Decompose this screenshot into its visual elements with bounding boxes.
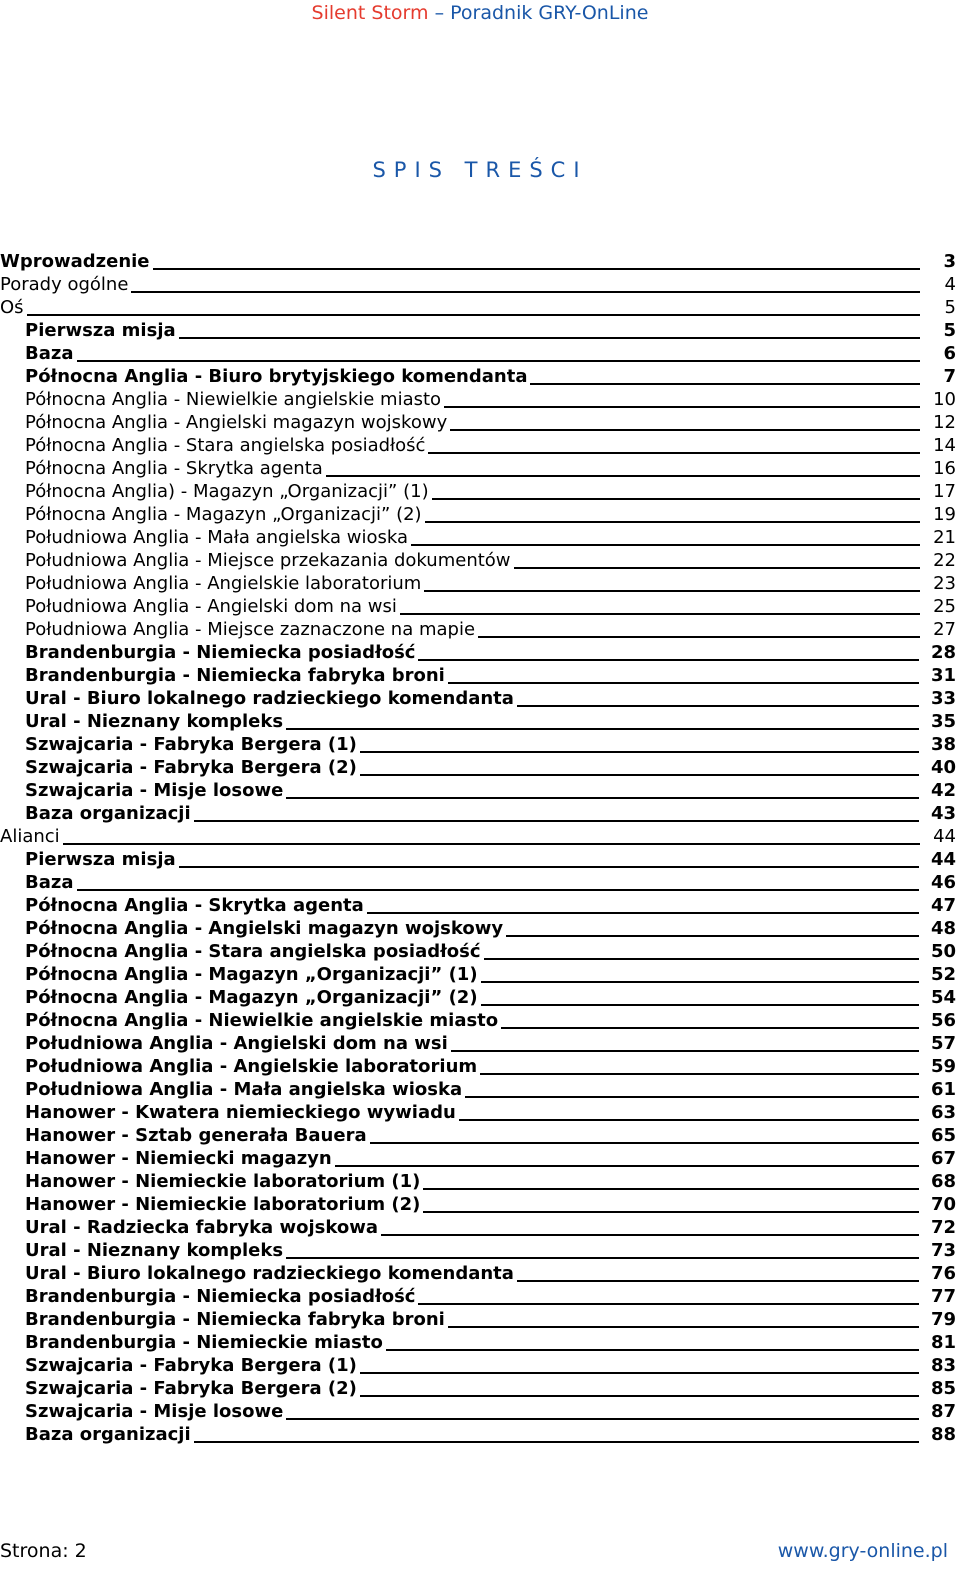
toc-leader-line: [194, 818, 919, 822]
toc-entry-page-number: 6: [943, 343, 956, 364]
toc-entry[interactable]: [0, 526, 956, 549]
toc-entry-label: Północna Anglia - Angielski magazyn wojskowy: [25, 918, 504, 939]
toc-entry-label: Północna Anglia - Angielski magazyn wojskowy: [25, 412, 448, 433]
toc-entry[interactable]: [0, 342, 956, 365]
toc-entry-page-number: 85: [930, 1378, 956, 1399]
toc-entry-page-number: 46: [930, 872, 956, 893]
toc-entry-label: Południowa Anglia - Mała angielska wioska: [25, 1079, 463, 1100]
toc-entry-page-number: 14: [933, 435, 956, 456]
toc-leader-line: [444, 404, 920, 408]
toc-entry-page-number: 67: [930, 1148, 956, 1169]
toc-entry-label: Szwajcaria - Fabryka Bergera (2): [25, 757, 357, 778]
table-of-contents: [0, 250, 956, 1446]
toc-entry-label: Baza: [25, 343, 74, 364]
toc-leader-line: [428, 450, 920, 454]
toc-entry[interactable]: [0, 411, 956, 434]
toc-entry-label: Porady ogólne: [0, 274, 129, 295]
toc-entry-page-number: 31: [930, 665, 956, 686]
toc-entry-label: Ural - Nieznany kompleks: [25, 711, 284, 732]
toc-entry-page-number: 61: [930, 1079, 956, 1100]
toc-entry-page-number: 88: [930, 1424, 956, 1445]
toc-entry[interactable]: [0, 733, 956, 756]
toc-entry-label: Ural - Nieznany kompleks: [25, 1240, 284, 1261]
toc-leader-line: [450, 427, 920, 431]
toc-entry[interactable]: [0, 986, 956, 1009]
toc-entry-page-number: 70: [930, 1194, 956, 1215]
toc-entry-label: Brandenburgia - Niemiecka posiadłość: [25, 642, 416, 663]
toc-entry[interactable]: [0, 250, 956, 273]
toc-entry-page-number: 3: [943, 251, 956, 272]
toc-leader-line: [418, 1301, 918, 1305]
toc-entry-page-number: 47: [930, 895, 956, 916]
toc-leader-line: [448, 1324, 919, 1328]
toc-entry-page-number: 4: [944, 274, 956, 295]
toc-entry[interactable]: [0, 480, 956, 503]
toc-leader-line: [131, 289, 920, 293]
toc-entry-label: Szwajcaria - Fabryka Bergera (1): [25, 1355, 357, 1376]
toc-entry[interactable]: [0, 641, 956, 664]
toc-leader-line: [465, 1094, 919, 1098]
toc-entry-page-number: 59: [930, 1056, 956, 1077]
toc-leader-line: [286, 1416, 919, 1420]
toc-entry[interactable]: [0, 687, 956, 710]
toc-entry[interactable]: [0, 1124, 956, 1147]
toc-leader-line: [360, 772, 919, 776]
toc-entry-label: Baza organizacji: [25, 1424, 191, 1445]
toc-entry[interactable]: [0, 779, 956, 802]
toc-entry-page-number: 63: [930, 1102, 956, 1123]
toc-leader-line: [179, 864, 919, 868]
toc-leader-line: [423, 1186, 919, 1190]
footer-website-link[interactable]: www.gry-online.pl: [777, 1540, 948, 1562]
toc-entry-page-number: 27: [933, 619, 956, 640]
toc-entry-label: Szwajcaria - Fabryka Bergera (1): [25, 734, 357, 755]
toc-entry-page-number: 48: [930, 918, 956, 939]
toc-entry[interactable]: [0, 388, 956, 411]
toc-entry[interactable]: [0, 296, 956, 319]
toc-entry-label: Brandenburgia - Niemieckie miasto: [25, 1332, 383, 1353]
toc-entry-page-number: 50: [930, 941, 956, 962]
toc-entry[interactable]: [0, 319, 956, 342]
toc-entry[interactable]: [0, 1285, 956, 1308]
toc-leader-line: [77, 358, 921, 362]
toc-leader-line: [63, 841, 920, 845]
header-separator: –: [434, 2, 445, 24]
toc-leader-line: [451, 1048, 919, 1052]
toc-entry-label: Południowa Anglia - Angielskie laboratorium: [25, 1056, 478, 1077]
toc-entry[interactable]: [0, 1262, 956, 1285]
toc-entry[interactable]: [0, 1423, 956, 1446]
toc-entry-page-number: 10: [933, 389, 956, 410]
toc-entry[interactable]: [0, 572, 956, 595]
toc-leader-line: [480, 1071, 919, 1075]
toc-entry-label: Południowa Anglia - Angielskie laboratorium: [25, 573, 422, 594]
toc-leader-line: [517, 703, 919, 707]
toc-entry[interactable]: [0, 963, 956, 986]
toc-entry-label: Północna Anglia - Magazyn „Organizacji” (2): [25, 504, 422, 525]
toc-leader-line: [370, 1140, 919, 1144]
toc-leader-line: [423, 1209, 919, 1213]
toc-leader-line: [432, 496, 920, 500]
toc-entry-label: Brandenburgia - Niemiecka fabryka broni: [25, 1309, 445, 1330]
toc-entry[interactable]: [0, 1101, 956, 1124]
toc-entry[interactable]: [0, 1055, 956, 1078]
toc-entry[interactable]: [0, 802, 956, 825]
toc-entry[interactable]: [0, 1032, 956, 1055]
toc-leader-line: [286, 726, 919, 730]
toc-entry-label: Ural - Biuro lokalnego radzieckiego komendanta: [25, 688, 514, 709]
toc-entry-page-number: 56: [930, 1010, 956, 1031]
toc-entry-page-number: 5: [944, 297, 956, 318]
toc-leader-line: [481, 1002, 919, 1006]
toc-entry[interactable]: [0, 1193, 956, 1216]
toc-entry-label: Północna Anglia - Magazyn „Organizacji” (2): [25, 987, 478, 1008]
toc-entry-page-number: 68: [930, 1171, 956, 1192]
toc-entry-page-number: 81: [930, 1332, 956, 1353]
toc-entry-label: Północna Anglia - Stara angielska posiadłość: [25, 435, 426, 456]
toc-entry[interactable]: [0, 365, 956, 388]
toc-entry-label: Oś: [0, 297, 24, 318]
toc-entry-page-number: 5: [943, 320, 956, 341]
toc-entry-label: Południowa Anglia - Miejsce przekazania dokumentów: [25, 550, 511, 571]
toc-entry-label: Północna Anglia - Stara angielska posiadłość: [25, 941, 481, 962]
toc-entry-label: Hanower - Niemiecki magazyn: [25, 1148, 332, 1169]
toc-leader-line: [179, 335, 920, 339]
toc-entry-page-number: 12: [933, 412, 956, 433]
toc-leader-line: [411, 542, 920, 546]
toc-entry-label: Hanower - Sztab generała Bauera: [25, 1125, 367, 1146]
toc-entry[interactable]: [0, 503, 956, 526]
toc-leader-line: [448, 680, 919, 684]
toc-leader-line: [326, 473, 920, 477]
toc-entry-page-number: 19: [933, 504, 956, 525]
toc-entry-page-number: 38: [930, 734, 956, 755]
toc-entry[interactable]: [0, 917, 956, 940]
toc-leader-line: [27, 312, 920, 316]
toc-entry-page-number: 87: [930, 1401, 956, 1422]
toc-entry-label: Ural - Radziecka fabryka wojskowa: [25, 1217, 378, 1238]
toc-leader-line: [194, 1439, 919, 1443]
toc-entry[interactable]: [0, 457, 956, 480]
toc-entry-page-number: 23: [933, 573, 956, 594]
toc-title: SPIS TREŚCI: [372, 158, 588, 182]
toc-entry-page-number: 25: [933, 596, 956, 617]
toc-entry-page-number: 42: [930, 780, 956, 801]
toc-entry-label: Baza: [25, 872, 74, 893]
toc-entry-label: Alianci: [0, 826, 60, 847]
toc-entry-label: Północna Anglia - Skrytka agenta: [25, 458, 323, 479]
toc-entry-page-number: 44: [930, 849, 956, 870]
toc-entry-label: Północna Anglia - Biuro brytyjskiego komendanta: [25, 366, 528, 387]
toc-entry-label: Południowa Anglia - Miejsce zaznaczone na mapie: [25, 619, 476, 640]
toc-entry[interactable]: [0, 1170, 956, 1193]
toc-entry-label: Ural - Biuro lokalnego radzieckiego komendanta: [25, 1263, 514, 1284]
toc-leader-line: [517, 1278, 919, 1282]
toc-entry[interactable]: [0, 848, 956, 871]
toc-entry[interactable]: [0, 1308, 956, 1331]
toc-entry-page-number: 83: [930, 1355, 956, 1376]
toc-entry-page-number: 43: [930, 803, 956, 824]
toc-leader-line: [286, 795, 919, 799]
toc-leader-line: [400, 611, 920, 615]
toc-entry-label: Południowa Anglia - Angielski dom na wsi: [25, 596, 397, 617]
toc-entry[interactable]: [0, 1400, 956, 1423]
toc-entry-page-number: 16: [933, 458, 956, 479]
toc-entry[interactable]: [0, 595, 956, 618]
toc-leader-line: [484, 956, 919, 960]
toc-entry-page-number: 35: [930, 711, 956, 732]
toc-entry-page-number: 7: [943, 366, 956, 387]
toc-leader-line: [335, 1163, 919, 1167]
toc-entry[interactable]: [0, 1009, 956, 1032]
toc-leader-line: [77, 887, 919, 891]
toc-entry[interactable]: [0, 618, 956, 641]
toc-entry-page-number: 77: [930, 1286, 956, 1307]
toc-entry[interactable]: [0, 1331, 956, 1354]
toc-entry-page-number: 33: [930, 688, 956, 709]
toc-entry[interactable]: [0, 871, 956, 894]
toc-entry-page-number: 44: [933, 826, 956, 847]
toc-entry-label: Południowa Anglia - Angielski dom na wsi: [25, 1033, 448, 1054]
page-header: [0, 0, 960, 26]
toc-entry-label: Hanower - Niemieckie laboratorium (2): [25, 1194, 421, 1215]
toc-leader-line: [367, 910, 919, 914]
toc-leader-line: [424, 588, 920, 592]
toc-entry-label: Szwajcaria - Misje losowe: [25, 1401, 284, 1422]
toc-entry-page-number: 40: [930, 757, 956, 778]
toc-entry-label: Brandenburgia - Niemiecka posiadłość: [25, 1286, 416, 1307]
toc-entry[interactable]: [0, 549, 956, 572]
toc-entry[interactable]: [0, 1078, 956, 1101]
toc-entry-label: Hanower - Kwatera niemieckiego wywiadu: [25, 1102, 456, 1123]
toc-entry-page-number: 22: [933, 550, 956, 571]
toc-entry-page-number: 57: [930, 1033, 956, 1054]
toc-leader-line: [360, 1393, 919, 1397]
header-brand: Silent Storm: [311, 2, 429, 24]
toc-leader-line: [360, 1370, 919, 1374]
toc-entry-page-number: 17: [933, 481, 956, 502]
toc-leader-line: [418, 657, 918, 661]
toc-entry[interactable]: [0, 825, 956, 848]
toc-leader-line: [153, 266, 920, 270]
toc-entry-page-number: 52: [930, 964, 956, 985]
toc-leader-line: [506, 933, 919, 937]
toc-entry[interactable]: [0, 1354, 956, 1377]
toc-entry[interactable]: [0, 664, 956, 687]
toc-entry-label: Hanower - Niemieckie laboratorium (1): [25, 1171, 421, 1192]
toc-entry[interactable]: [0, 1216, 956, 1239]
toc-entry-label: Wprowadzenie: [0, 251, 150, 272]
toc-entry-page-number: 76: [930, 1263, 956, 1284]
toc-entry-page-number: 65: [930, 1125, 956, 1146]
toc-entry[interactable]: [0, 434, 956, 457]
toc-entry-label: Pierwsza misja: [25, 849, 176, 870]
toc-leader-line: [425, 519, 920, 523]
toc-entry-label: Północna Anglia - Niewielkie angielskie miasto: [25, 389, 442, 410]
toc-entry-label: Baza organizacji: [25, 803, 191, 824]
toc-entry[interactable]: [0, 1147, 956, 1170]
toc-entry-page-number: 54: [930, 987, 956, 1008]
toc-entry-label: Północna Anglia - Skrytka agenta: [25, 895, 364, 916]
footer-page-number: Strona: 2: [0, 1540, 87, 1562]
toc-entry-label: Pierwsza misja: [25, 320, 176, 341]
toc-entry-label: Szwajcaria - Misje losowe: [25, 780, 284, 801]
toc-entry[interactable]: [0, 756, 956, 779]
toc-entry-label: Północna Anglia) - Magazyn „Organizacji” (1): [25, 481, 429, 502]
toc-entry-label: Północna Anglia - Magazyn „Organizacji” (1): [25, 964, 478, 985]
toc-leader-line: [381, 1232, 919, 1236]
toc-leader-line: [481, 979, 919, 983]
toc-leader-line: [530, 381, 920, 385]
toc-leader-line: [386, 1347, 919, 1351]
toc-leader-line: [478, 634, 920, 638]
toc-leader-line: [459, 1117, 919, 1121]
toc-entry-label: Północna Anglia - Niewielkie angielskie miasto: [25, 1010, 499, 1031]
toc-entry-page-number: 73: [930, 1240, 956, 1261]
toc-entry-label: Południowa Anglia - Mała angielska wioska: [25, 527, 409, 548]
toc-entry[interactable]: [0, 710, 956, 733]
toc-leader-line: [360, 749, 919, 753]
toc-entry-page-number: 28: [930, 642, 956, 663]
toc-entry-page-number: 79: [930, 1309, 956, 1330]
toc-entry-label: Brandenburgia - Niemiecka fabryka broni: [25, 665, 445, 686]
toc-entry[interactable]: [0, 1239, 956, 1262]
toc-entry[interactable]: [0, 940, 956, 963]
toc-leader-line: [501, 1025, 919, 1029]
toc-entry-label: Szwajcaria - Fabryka Bergera (2): [25, 1378, 357, 1399]
header-subtitle: Poradnik GRY-OnLine: [450, 2, 649, 24]
toc-entry-page-number: 72: [930, 1217, 956, 1238]
toc-entry[interactable]: [0, 1377, 956, 1400]
toc-leader-line: [514, 565, 920, 569]
toc-entry[interactable]: [0, 894, 956, 917]
toc-entry-page-number: 21: [933, 527, 956, 548]
toc-entry[interactable]: [0, 273, 956, 296]
toc-leader-line: [286, 1255, 919, 1259]
